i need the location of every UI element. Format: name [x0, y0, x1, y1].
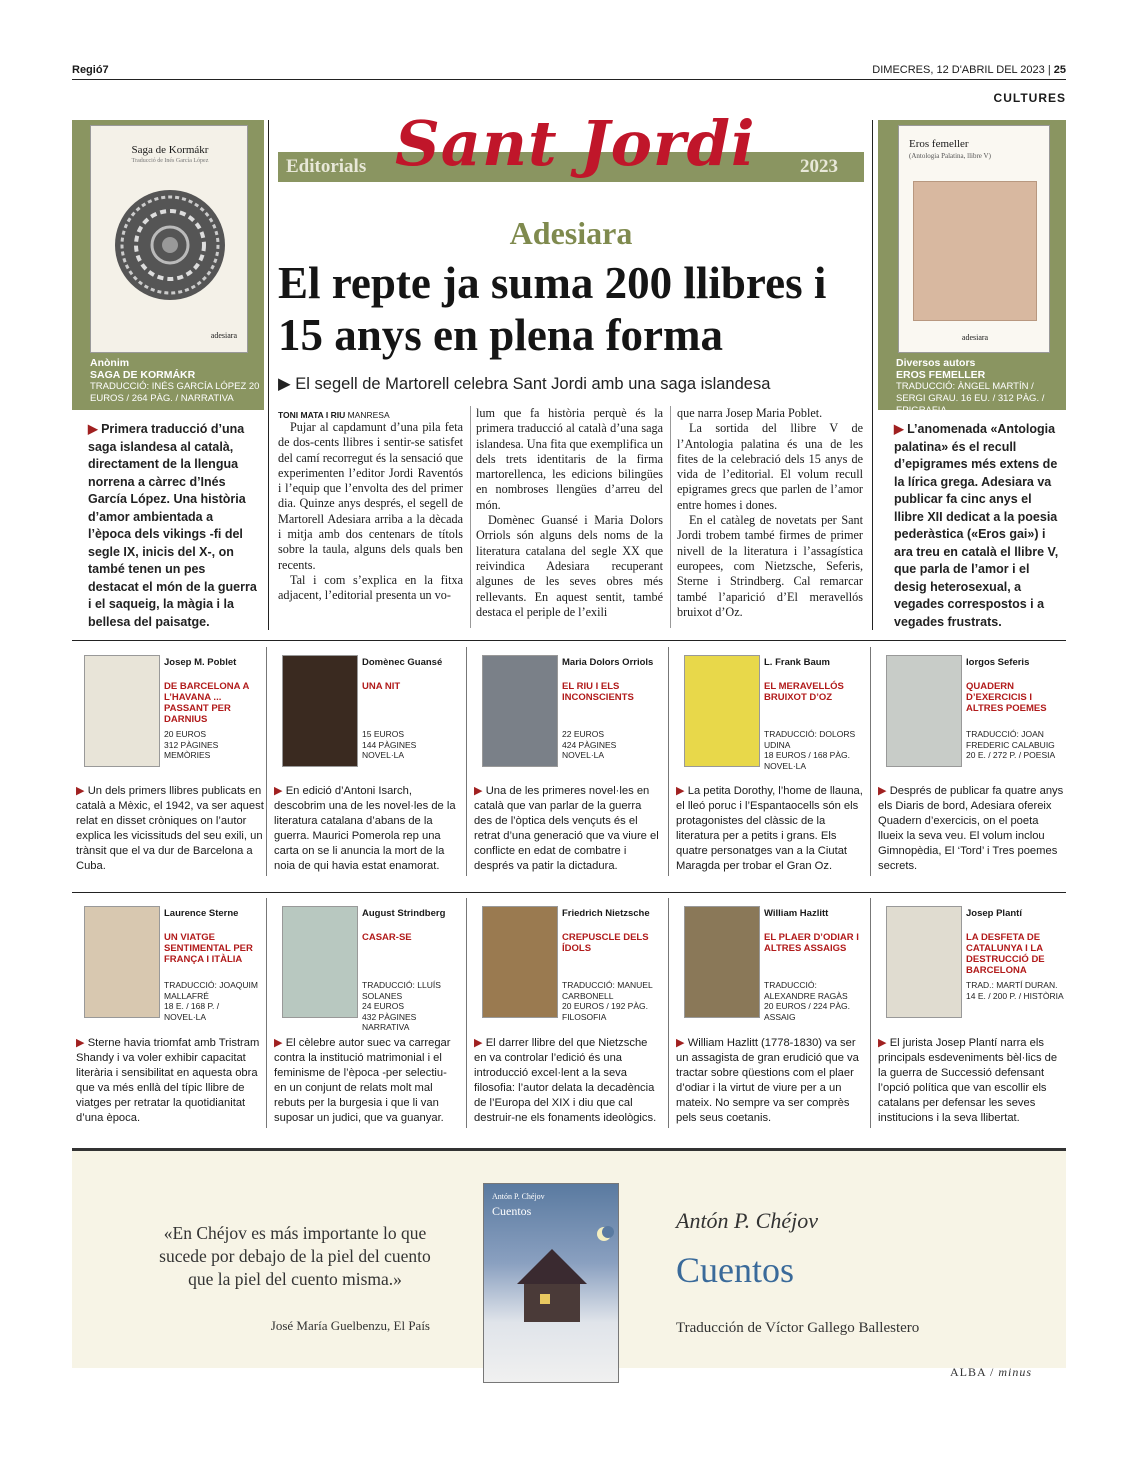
book-title: QUADERN D’EXERCICIS I ALTRES POEMES	[966, 681, 1047, 714]
right-feature-text: ▶ L’anomenada «Antologia palatina» és el recull d’epigrames més extens de la lírica grega. Adesiara va publicar fa cinc anys el llibre XII dedicat a la poesia pederàstica («Eros gai») i ara treu en català el llibre V, que parla de l’amor i el desig heterosexual, a vegades correspostos i a vegades frustrats.	[894, 422, 1059, 629]
banner-script-title: Sant Jordi	[395, 107, 756, 180]
ad-book-cover: Antón P. Chéjov Cuentos	[483, 1183, 619, 1383]
headline: El repte ja suma 200 llibres i 15 anys en plena forma	[278, 258, 827, 360]
book-author: William Hazlitt	[764, 908, 829, 919]
ad-book-title: Cuentos	[676, 1250, 795, 1290]
right-feature-cover: Eros femeller (Antologia Palatina, llibre V) adesiara	[898, 125, 1050, 353]
ad-book-author: Antón P. Chéjov	[676, 1208, 818, 1233]
divider	[266, 647, 267, 876]
book-cover	[684, 655, 760, 767]
book-description: ▶ Una de les primeres novel·les en català que van parlar de la guerra des de l’òptica dels vençuts és el retrat d’una generació que va viure el conflicte en edat de combatre i després va patir la dictadura.	[474, 785, 659, 872]
page-date: DIMECRES, 12 D'ABRIL DEL 2023 | 25	[872, 64, 1066, 76]
book-title: LA DESFETA DE CATALUNYA I LA DESTRUCCIÓ DE BARCELONA	[966, 932, 1045, 976]
book-title: EL MERAVELLÓS BRUIXOT D’OZ	[764, 681, 844, 703]
right-feature-caption: Diversos autors EROS FEMELLER TRADUCCIÓ: ÀNGEL MARTÍN / SERGI GRAU. 16 EU. / 312 PÀG. / EPIGRAFIA	[896, 357, 1045, 416]
book-title: CASAR-SE	[362, 932, 412, 943]
book-title: CREPUSCLE DELS ÍDOLS	[562, 932, 649, 954]
book-author: Friedrich Nietzsche	[562, 908, 650, 919]
book-cover	[282, 906, 358, 1018]
book-cover	[84, 906, 160, 1018]
book-info: TRADUCCIÓ: MANUEL CARBONELL 20 EUROS / 192 PÀG. FILOSOFIA	[562, 980, 653, 1022]
banner-year: 2023	[800, 156, 838, 177]
book-title: UNA NIT	[362, 681, 401, 692]
publisher-title: Adesiara	[509, 215, 633, 251]
book-description: ▶ Després de publicar fa quatre anys els Diaris de bord, Adesiara ofereix Quadern d’exercicis, on el poeta llueix la seva veu. El volum inclou Gimnopèdia, El ‘Tord’ i Tres poemes secrets.	[878, 785, 1064, 872]
book-info: TRAD.: MARTÍ DURAN. 14 E. / 200 P. / HISTÒRIA	[966, 980, 1064, 1001]
divider	[466, 647, 467, 876]
column-rule	[670, 406, 671, 628]
article-column-2: lum que fa història perquè és la primera traducció al català d’una saga islandesa. Una fita que exemplifica un dels trets identitaris de la firma martorellenca, les edicions bilingües en nombroses llengües d’arreu del món. Domènec Guansé i Maria Dolors Orriols són alguns dels noms de la literatura catalana del segle XX que reivindica Adesiara recuperant algunes de les seves obres més rellevants. En aquest sentit, també destaca el periple de l’exili	[476, 406, 663, 619]
section-label: CULTURES	[993, 91, 1066, 105]
divider	[72, 892, 1066, 893]
article-column-1: Pujar al capdamunt d’una pila feta de dos-cents llibres i sentir-se satisfet del camí recorregut és la sensació que experimenten l’editor Jordi Raventós i l’equip que l’envolta des del primer dia. Quinze anys després, el segell de Martorell Adesiara arriba a la dècada i mitja amb dos centenars de títols sobre la taula, alguns dels quals ben recents. Tal i com s’explica en la fitxa adjacent, l’editorial presenta un vo-	[278, 420, 463, 603]
book-description: ▶ El jurista Josep Plantí narra els principals esdeveniments bèl·lics de la guerra de Successió defensant l’opció política que van escollir els catalans per defensar les seves institucions i la seva llibertat.	[878, 1037, 1058, 1124]
book-author: Josep M. Poblet	[164, 657, 237, 668]
book-author: Laurence Sterne	[164, 908, 239, 919]
book-info: TRADUCCIÓ: JOAN FREDERIC CALABUIG 20 E. / 272 P. / POESIA	[966, 729, 1056, 760]
banner-left: Editorials	[286, 156, 367, 177]
divider	[870, 898, 871, 1128]
ad-quote-source: José María Guelbenzu, El País	[270, 1318, 430, 1333]
book-description: ▶ La petita Dorothy, l’home de llauna, el lleó poruc i l’Espantaocells són els protagonistes del clàssic de la literatura per a petits i grans. Els quatre personatges van a la Ciutat Maragda per trobar el Gran Oz.	[676, 785, 863, 872]
divider	[266, 898, 267, 1128]
moon-icon	[594, 1224, 614, 1244]
divider	[268, 120, 269, 630]
divider	[466, 898, 467, 1128]
left-feature-cover: Saga de Kormákr Traducció de Inés García López adesiara	[90, 125, 248, 353]
byline: TONI MATA I RIU MANRESA	[278, 410, 390, 420]
book-title: DE BARCELONA A L’HAVANA ... PASSANT PER DARNIUS	[164, 681, 249, 725]
celtic-knot-icon	[113, 188, 227, 302]
book-description: ▶ Un dels primers llibres publicats en català a Mèxic, el 1942, va ser aquest relat en disset cròniques on l’autor explica les vicissituds del seu exili, un trànsit que el va dur de Barcelona a Cuba.	[76, 785, 264, 872]
article-column-3: que narra Josep Maria Poblet. La sortida del llibre V de l’Antologia palatina és una de les fites de la celebració dels 15 anys de vida de l’editorial. El volum recull epigrames grecs que parlen de l’amor entre homes i dones. En el catàleg de novetats per Sant Jordi trobem també firmes de primer nivell de la literatura i l’assagística europees, com Nietzsche, Seferis, Sterne i Strindberg. Cal remarcar també l’aparició d’El meravellós bruixot d’Oz.	[677, 406, 863, 619]
ad-translator: Traducción de Víctor Gallego Ballestero	[676, 1320, 920, 1336]
book-info: 20 EUROS 312 PÀGINES MEMÒRIES	[164, 729, 219, 760]
column-rule	[470, 406, 471, 628]
book-cover	[282, 655, 358, 767]
book-info: 15 EUROS 144 PÀGINES NOVEL·LA	[362, 729, 417, 760]
book-title: EL RIU I ELS INCONSCIENTS	[562, 681, 634, 703]
book-author: Iorgos Seferis	[966, 657, 1030, 668]
cover-illustration	[913, 181, 1037, 321]
newspaper-logo: Regió7	[72, 64, 109, 76]
page-header	[72, 62, 1066, 80]
divider	[870, 647, 871, 876]
book-description: ▶ El cèlebre autor suec va carregar contra la institució matrimonial i el feminisme de l’època -per selectiu- en un conjunt de relats molt mal rebuts per la burgesia i que li van suposar un judici, que va guanyar.	[274, 1037, 451, 1124]
book-cover	[684, 906, 760, 1018]
left-feature-text: ▶ Primera traducció d’una saga islandesa al català, directament de la llengua norrena a càrrec d’Inés García López. Una història d’amor ambientada a l’època dels vikings -fi del segle IX, inicis del X-, on també tenen un pes destacat el món de la guerra i el saqueig, la màgia i la bellesa del paisatge.	[88, 422, 257, 629]
book-cover	[886, 906, 962, 1018]
divider	[72, 640, 1066, 641]
book-author: L. Frank Baum	[764, 657, 830, 668]
left-feature-caption: Anònim SAGA DE KORMÁKR TRADUCCIÓ: INÉS GARCÍA LÓPEZ 20 EUROS / 264 PÀG. / NARRATIVA	[90, 357, 260, 404]
book-cover	[482, 906, 558, 1018]
book-info: TRADUCCIÓ: JOAQUIM MALLAFRÉ 18 E. / 168 P. / NOVEL·LA	[164, 980, 258, 1022]
book-description: ▶ Sterne havia triomfat amb Tristram Shandy i va voler exhibir capacitat literària i sensibilitat en aquesta obra que va més enllà del típic llibre de viatges per retratar la quotidianitat d’una època.	[76, 1037, 260, 1124]
ad-quote: «En Chéjov es más importante lo que sucede por debajo de la piel del cuento que la piel del cuento misma.»	[159, 1223, 431, 1289]
book-author: August Strindberg	[362, 908, 446, 919]
book-info: 22 EUROS 424 PÀGINES NOVEL·LA	[562, 729, 617, 760]
book-author: Josep Plantí	[966, 908, 1022, 919]
book-description: ▶ William Hazlitt (1778-1830) va ser un assagista de gran erudició que va tractar sobre qüestions com el plaer d’odiar i la virtut de viure per a un mateix. No sempre va ser comprès pels seus coetanis.	[676, 1037, 859, 1124]
book-info: TRADUCCIÓ: DOLORS UDINA 18 EUROS / 168 PÀG. NOVEL·LA	[764, 729, 856, 771]
book-cover	[482, 655, 558, 767]
house-icon	[512, 1244, 592, 1324]
divider	[668, 898, 669, 1128]
book-cover	[84, 655, 160, 767]
book-title: UN VIATGE SENTIMENTAL PER FRANÇA I ITÀLIA	[164, 932, 253, 965]
divider	[668, 647, 669, 876]
book-info: TRADUCCIÓ: LLUÍS SOLANES 24 EUROS 432 PÀGINES NARRATIVA	[362, 980, 441, 1032]
subheadline: ▶ El segell de Martorell celebra Sant Jordi amb una saga islandesa	[278, 375, 771, 393]
book-description: ▶ El darrer llibre del que Nietzsche en va controlar l’edició és una introducció excel·lent a la seva filosofia: l’autor delata la decadència de l’Europa del XIX i diu que cal destruir-ne els fonaments ideològics.	[474, 1037, 657, 1124]
book-author: Maria Dolors Orriols	[562, 657, 654, 668]
book-title: EL PLAER D’ODIAR I ALTRES ASSAIGS	[764, 932, 859, 954]
book-cover	[886, 655, 962, 767]
book-info: TRADUCCIÓ: ALEXANDRE RAGÀS 20 EUROS / 224 PÀG. ASSAIG	[764, 980, 850, 1022]
divider	[872, 120, 873, 630]
book-description: ▶ En edició d’Antoni Isarch, descobrim una de les novel·les de la literatura catalana d’abans de la guerra. Maurici Pomerola rep una carta on se li anuncia la mort de la noia de qui havia estat enamorat.	[274, 785, 456, 872]
ad-publisher: ALBA / minus	[950, 1365, 1033, 1379]
book-author: Domènec Guansé	[362, 657, 443, 668]
